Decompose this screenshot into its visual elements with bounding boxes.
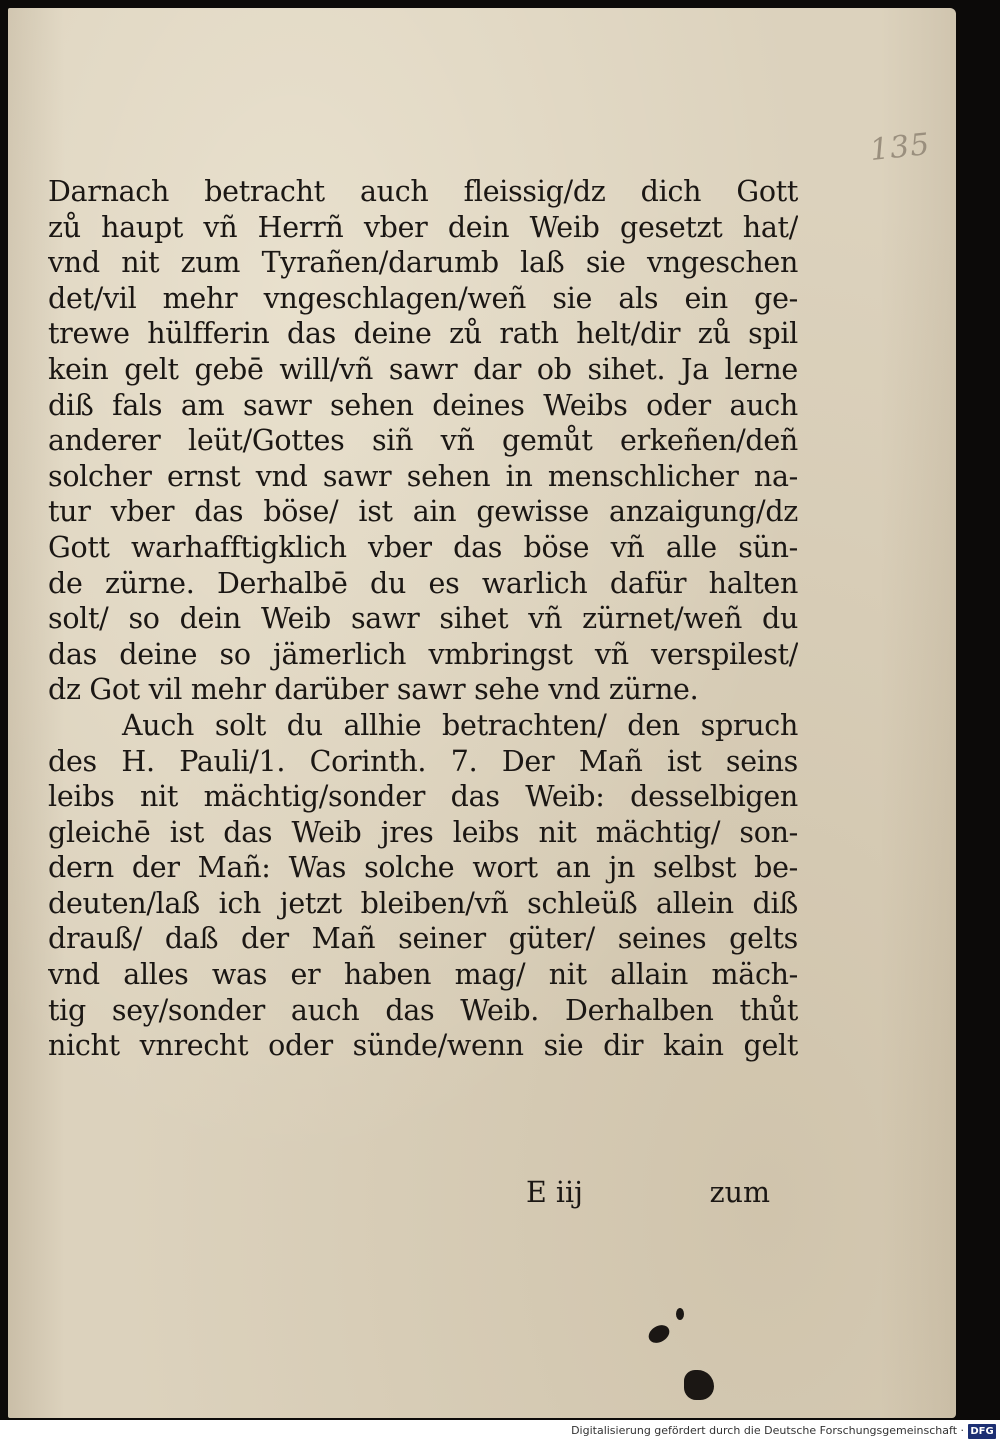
ink-blot (676, 1308, 684, 1320)
text-line: leibs nit mächtig/sonder das Weib: desselbigen (48, 780, 798, 814)
catchword: zum (709, 1176, 770, 1209)
text-line: de zürne. Derhalbē du es warlich dafür halten (48, 566, 798, 600)
text-line: drauß/ daß der Mañ seiner güter/ seines gelts (48, 922, 798, 956)
text-line: Auch solt du allhie betrachten/ den spruch (122, 708, 798, 742)
text-line: trewe hülfferin das deine zů rath helt/dir zů spil (48, 317, 798, 351)
dfg-logo: DFG (968, 1424, 996, 1439)
text-line: vnd nit zum Tyrañen/darumb laß sie vngeschen (48, 246, 798, 280)
text-line: gleichē ist das Weib jres leibs nit mächtig/ son- (48, 815, 798, 849)
signature-mark: E iij (526, 1176, 583, 1209)
text-line: des H. Pauli/1. Corinth. 7. Der Mañ ist seins (48, 744, 798, 778)
funding-credit: Digitalisierung gefördert durch die Deutsche Forschungsgemeinschaft · (571, 1424, 964, 1437)
text-line: solt/ so dein Weib sawr sihet vñ zürnet/weñ du (48, 602, 798, 636)
ink-blot (684, 1370, 714, 1400)
folio-number: 135 (868, 126, 932, 169)
page-bottom-marks (508, 1176, 770, 1216)
text-line: Darnach betracht auch fleissig/dz dich Gott (48, 175, 798, 208)
footer-bar (0, 1420, 1000, 1445)
text-line: nicht vnrecht oder sünde/wenn sie dir kain gelt (48, 1029, 798, 1063)
text-line: det/vil mehr vngeschlagen/weñ sie als ein ge- (48, 281, 798, 315)
text-line: dz Got vil mehr darüber sawr sehe vnd zürne. (48, 673, 699, 707)
text-line: Gott warhafftigklich vber das böse vñ alle sün- (48, 530, 798, 564)
text-line: kein gelt gebē will/vñ sawr dar ob sihet. Ja lerne (48, 352, 798, 386)
text-line: diß fals am sawr sehen deines Weibs oder auch (48, 388, 798, 422)
body-text (48, 174, 798, 1064)
ink-blot (645, 1322, 672, 1347)
text-line: deuten/laß ich jetzt bleiben/vñ schleüß allein diß (48, 886, 798, 920)
text-line: das deine so jämerlich vmbringst vñ verspilest/ (48, 637, 798, 671)
text-line: anderer leüt/Gottes siñ vñ gemůt erkeñen/deñ (48, 424, 798, 458)
text-line: dern der Mañ: Was solche wort an jn selbst be- (48, 851, 798, 885)
text-line: vnd alles was er haben mag/ nit allain mäch- (48, 958, 798, 992)
text-line: tur vber das böse/ ist ain gewisse anzaigung/dz (48, 495, 798, 529)
text-line: solcher ernst vnd sawr sehen in menschlicher na- (48, 459, 798, 493)
text-line: tig sey/sonder auch das Weib. Derhalben thůt (48, 993, 798, 1027)
text-line: zů haupt vñ Herrñ vber dein Weib gesetzt hat/ (48, 210, 798, 244)
book-page (8, 8, 956, 1418)
